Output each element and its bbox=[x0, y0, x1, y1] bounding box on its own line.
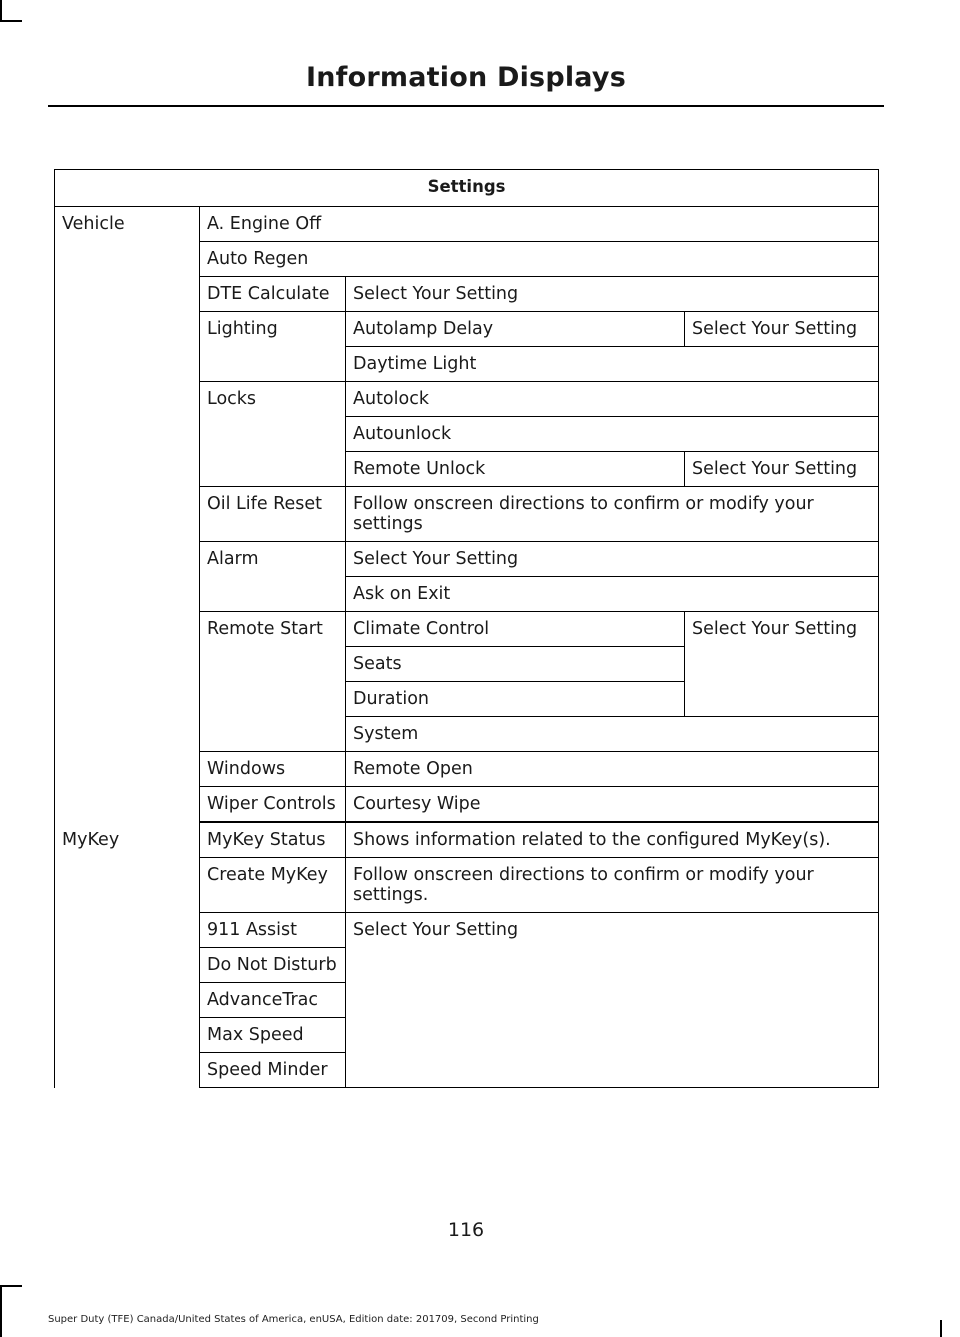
title-divider bbox=[48, 105, 884, 107]
setting-advancetrac: AdvanceTrac bbox=[200, 983, 346, 1018]
setting-911-assist: 911 Assist bbox=[200, 913, 346, 948]
setting-mykey-status-value: Shows information related to the configured MyKey(s). bbox=[346, 823, 879, 858]
setting-max-speed: Max Speed bbox=[200, 1018, 346, 1053]
setting-mykey-select-value: Select Your Setting bbox=[346, 913, 879, 1088]
setting-dte-value: Select Your Setting bbox=[346, 277, 879, 312]
setting-autolamp-delay: Autolamp Delay bbox=[346, 312, 685, 347]
setting-duration: Duration bbox=[346, 682, 685, 717]
setting-lighting: Lighting bbox=[200, 312, 346, 382]
setting-climate-control: Climate Control bbox=[346, 612, 685, 647]
table-heading: Settings bbox=[55, 170, 879, 207]
table-row bbox=[55, 207, 879, 242]
setting-autolock: Autolock bbox=[346, 382, 879, 417]
setting-alarm-value: Select Your Setting bbox=[346, 542, 879, 577]
setting-remote-start: Remote Start bbox=[200, 612, 346, 752]
setting-remote-unlock-value: Select Your Setting bbox=[685, 452, 879, 487]
setting-create-mykey-value: Follow onscreen directions to confirm or modify your settings. bbox=[346, 858, 879, 913]
setting-ask-on-exit: Ask on Exit bbox=[346, 577, 879, 612]
page-number: 116 bbox=[447, 1219, 485, 1241]
crop-mark-top-left bbox=[0, 0, 2, 22]
setting-alarm: Alarm bbox=[200, 542, 346, 612]
setting-mykey-status: MyKey Status bbox=[200, 823, 346, 858]
setting-windows: Windows bbox=[200, 752, 346, 787]
table-row bbox=[55, 823, 879, 858]
setting-locks: Locks bbox=[200, 382, 346, 487]
crop-mark-bottom-left-h bbox=[0, 1285, 22, 1287]
setting-remote-open: Remote Open bbox=[346, 752, 879, 787]
setting-oil-life-reset: Oil Life Reset bbox=[200, 487, 346, 542]
crop-mark-bottom-right bbox=[940, 1320, 942, 1337]
setting-wiper-controls: Wiper Controls bbox=[200, 787, 346, 822]
crop-mark-bottom-left bbox=[0, 1285, 2, 1337]
settings-table bbox=[54, 169, 879, 1088]
setting-courtesy-wipe: Courtesy Wipe bbox=[346, 787, 879, 822]
setting-oil-life-value: Follow onscreen directions to confirm or modify your settings bbox=[346, 487, 879, 542]
setting-remote-start-value: Select Your Setting bbox=[685, 612, 879, 717]
setting-system: System bbox=[346, 717, 879, 752]
setting-do-not-disturb: Do Not Disturb bbox=[200, 948, 346, 983]
setting-speed-minder: Speed Minder bbox=[200, 1053, 346, 1088]
setting-daytime-light: Daytime Light bbox=[346, 347, 879, 382]
group-mykey: MyKey bbox=[55, 823, 200, 1088]
setting-dte-calculate: DTE Calculate bbox=[200, 277, 346, 312]
setting-autolamp-value: Select Your Setting bbox=[685, 312, 879, 347]
page-title: Information Displays bbox=[306, 62, 626, 93]
setting-engine-off: A. Engine Off bbox=[200, 207, 879, 242]
setting-auto-regen: Auto Regen bbox=[200, 242, 879, 277]
setting-autounlock: Autounlock bbox=[346, 417, 879, 452]
edition-footer: Super Duty (TFE) Canada/United States of America, enUSA, Edition date: 201709, Second Printing bbox=[48, 1314, 539, 1325]
group-vehicle: Vehicle bbox=[55, 207, 200, 823]
setting-remote-unlock: Remote Unlock bbox=[346, 452, 685, 487]
setting-create-mykey: Create MyKey bbox=[200, 858, 346, 913]
crop-mark-top-left-h bbox=[0, 20, 22, 22]
setting-seats: Seats bbox=[346, 647, 685, 682]
